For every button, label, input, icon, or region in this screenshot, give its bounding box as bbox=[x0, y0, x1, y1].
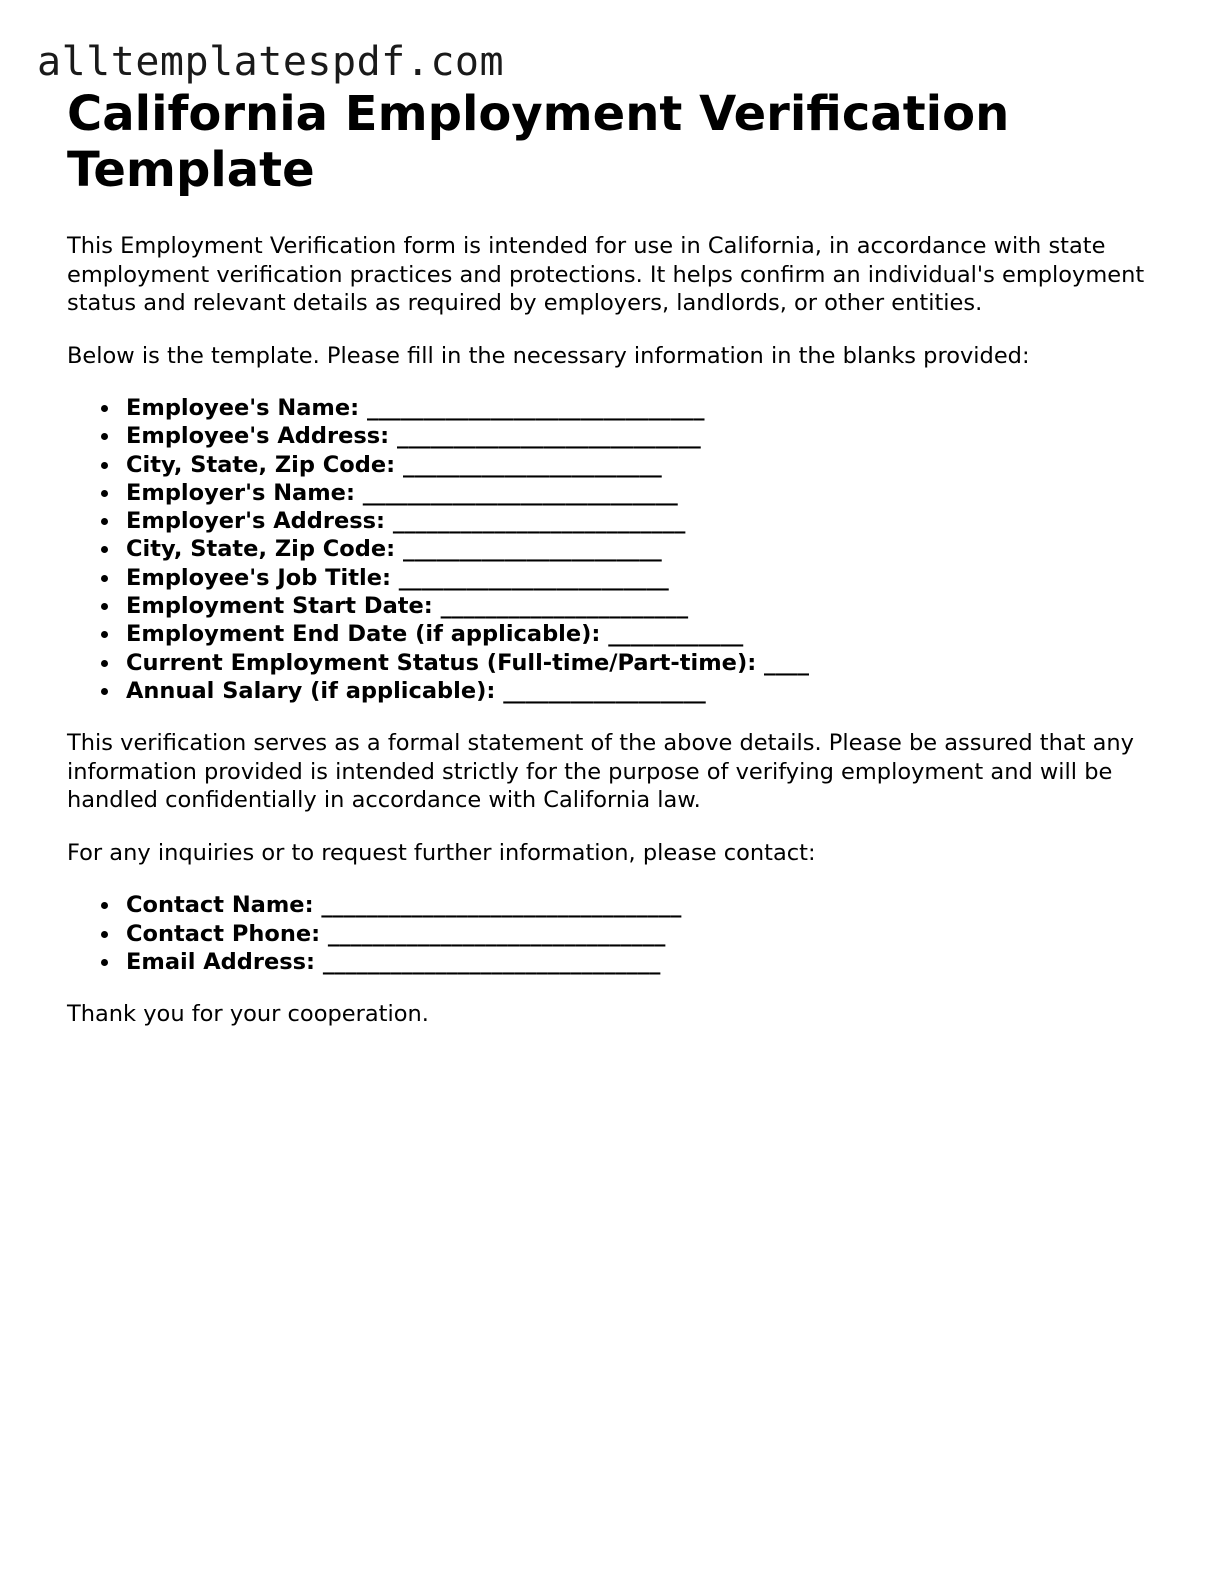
watermark: alltemplatespdf.com bbox=[37, 39, 505, 85]
closing-paragraph: Thank you for your cooperation. bbox=[67, 1001, 429, 1028]
field-employer-name: Employer's Name: ____________________________ bbox=[126, 479, 1157, 507]
document-title: California Employment Verification Template bbox=[67, 86, 1010, 198]
field-contact-name: Contact Name: ________________________________ bbox=[126, 891, 1157, 919]
field-employment-status: Current Employment Status (Full-time/Part-time): ____ bbox=[126, 649, 1157, 677]
field-job-title: Employee's Job Title: ________________________ bbox=[126, 564, 1157, 592]
intro-paragraph: This Employment Verification form is intended for use in California, in accordance with state employment verification practices and protections. It helps confirm an individual's employment status and relevant details as required by employers, landlords, or other entities. bbox=[67, 233, 1145, 316]
statement-paragraph: This verification serves as a formal statement of the above details. Please be assured that any information provided is intended strictly for the purpose of verifying employment and will be handled confidentially in accordance with California law. bbox=[67, 730, 1134, 814]
field-annual-salary: Annual Salary (if applicable): __________________ bbox=[126, 677, 1157, 705]
field-end-date: Employment End Date (if applicable): ____________ bbox=[126, 620, 1157, 648]
field-email-address: Email Address: ______________________________ bbox=[126, 948, 1157, 976]
field-employee-address: Employee's Address: ___________________________ bbox=[126, 422, 1157, 450]
document-body bbox=[67, 86, 1157, 1029]
field-employer-address: Employer's Address: __________________________ bbox=[126, 507, 1157, 535]
contact-intro-paragraph: For any inquiries or to request further information, please contact: bbox=[67, 839, 816, 866]
field-employer-city-state-zip: City, State, Zip Code: _______________________ bbox=[126, 535, 1157, 563]
contact-fields-list bbox=[67, 891, 1157, 976]
employment-fields-list bbox=[67, 394, 1157, 705]
field-employee-city-state-zip: City, State, Zip Code: _______________________ bbox=[126, 451, 1157, 479]
instructions-paragraph: Below is the template. Please fill in the necessary information in the blanks provided: bbox=[67, 342, 1030, 369]
field-contact-phone: Contact Phone: ______________________________ bbox=[126, 920, 1157, 948]
field-employee-name: Employee's Name: ______________________________ bbox=[126, 394, 1157, 422]
field-start-date: Employment Start Date: ______________________ bbox=[126, 592, 1157, 620]
